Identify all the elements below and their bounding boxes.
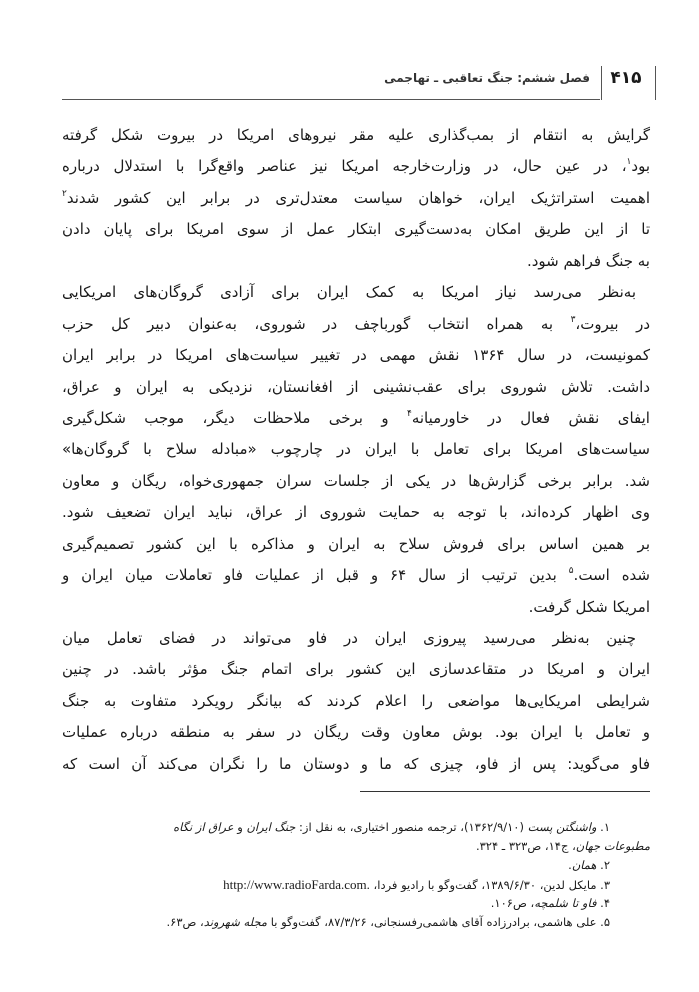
footnote-title: همان: [571, 858, 597, 872]
footnote-title: واشنگتن پست: [527, 820, 597, 834]
text-line: [62, 623, 650, 654]
footnote-text: ، ج۱۴، ص۳۲۳ ـ ۳۲۴.: [475, 839, 576, 853]
text-line: [62, 686, 650, 717]
text-line: [62, 277, 650, 308]
footnote-text: ۲.: [596, 858, 610, 872]
text-segment: شرایطی امریکایی‌ها مواضعی را اعلام کردند که بیانگر رویکرد متفاوت به جنگ: [62, 691, 650, 710]
text-segment: ایران و امریکا در متقاعدسازی این کشور برای اتمام جنگ مؤثر باشد. در چنین: [62, 660, 650, 679]
footnote-url: http://www.radioFarda.com.: [223, 877, 370, 892]
text-line: [62, 592, 650, 623]
text-line: [62, 183, 650, 214]
footnote-text: (۱۳۶۲/۹/۱۰)، ترجمه منصور اختیاری، به نقل از:: [295, 820, 528, 834]
text-line: [62, 246, 650, 277]
text-segment: ، در عین حال، در وزارت‌خارجه امریکا نیز عناصر واقع‌گرا با استدلال درباره: [62, 157, 627, 176]
text-segment: شد. برابر برخی گزارش‌ها در یکی از جلسات سران جمهوری‌خواه، ریگان و معاون: [62, 471, 650, 490]
paragraph: [62, 120, 650, 277]
text-line: [62, 309, 650, 340]
text-segment: شده است.: [573, 566, 650, 585]
footnote-title: فاو تا شلمچه: [534, 896, 597, 910]
text-segment: ایفای نقش فعال در خاورمیانه: [411, 408, 650, 427]
footnote-title: عراق از نگاه: [173, 820, 234, 834]
text-segment: در بیروت،: [575, 314, 651, 333]
text-line: [62, 340, 650, 371]
text-segment: بود: [631, 157, 650, 176]
text-segment: گرایش به انتقام از بمب‌گذاری علیه مقر نیروهای امریکا در بیروت شکل گرفته: [62, 126, 650, 144]
text-segment: بدین ترتیب از سال ۶۴ و قبل از عملیات فاو تعاملات میان ایران و: [62, 566, 569, 585]
footnote-marker: ۴: [406, 408, 412, 419]
page-number: ۴۱۵: [610, 68, 642, 88]
footnote-title: مجله شهروند: [203, 915, 268, 929]
text-line: [62, 120, 650, 151]
footnote-text: ۵. علی هاشمی، برادرزاده آقای هاشمی‌رفسنجانی، ۸۷/۳/۲۶، گفت‌وگو با: [267, 915, 610, 929]
footnote-marker: ۱: [626, 157, 632, 168]
text-line: [62, 560, 650, 591]
text-line: [62, 403, 650, 434]
footnote-title: مطبوعات جهان: [575, 839, 650, 853]
text-segment: سیاست‌های امریکا برای تعامل با ایران در چارچوب «مبادله سلاح با گروگان‌ها»: [62, 440, 650, 459]
footnote-line: [62, 913, 650, 932]
text-line: [62, 466, 650, 497]
text-line: [62, 749, 650, 780]
footnote-line: [62, 856, 650, 875]
page-header: [62, 62, 656, 102]
text-line: [62, 214, 650, 245]
text-line: [62, 529, 650, 560]
footnote-rule: [360, 791, 650, 792]
text-line: [62, 434, 650, 465]
footnote-text: و: [233, 820, 247, 834]
footnote-title: جنگ ایران: [246, 820, 296, 834]
header-edge-bar: [655, 66, 656, 100]
footnote-line: [62, 837, 650, 856]
text-line: [62, 717, 650, 748]
text-segment: به همراه انتخاب گورباچف در شوروی، به‌عنوان دبیر کل حزب: [62, 314, 571, 333]
text-segment: وی اظهار کرده‌اند، با توجه به حمایت شوروی از عراق، نباید ایران تضعیف شود.: [62, 503, 650, 522]
text-segment: به‌نظر می‌رسد نیاز امریکا به کمک ایران برای آزادی گروگان‌های امریکایی: [62, 283, 636, 302]
footnote-marker: ۲: [62, 188, 67, 199]
paragraph: [62, 277, 650, 623]
paragraph: [62, 623, 650, 780]
text-segment: به جنگ فراهم شود.: [526, 251, 650, 270]
footnote-text: .: [568, 858, 572, 872]
text-segment: چنین به‌نظر می‌رسید پیروزی ایران در فاو می‌تواند در فضای تعامل میان: [62, 629, 636, 647]
footnote-text: ، ص۶۳.: [166, 915, 204, 929]
text-line: [62, 372, 650, 403]
footnote-line: [62, 875, 650, 894]
footnote-text: ۱.: [596, 820, 610, 834]
footnotes: [62, 818, 650, 932]
body-text: [62, 120, 650, 780]
text-line: [62, 151, 650, 182]
text-segment: امریکا شکل گرفت.: [528, 597, 650, 616]
footnote-line: [62, 894, 650, 913]
header-divider: [601, 66, 602, 100]
text-line: [62, 497, 650, 528]
running-title: فصل ششم: جنگ تعاقبی ـ تهاجمی: [384, 71, 590, 85]
text-segment: کمونیست، در سال ۱۳۶۴ نقش مهمی در تغییر سیاست‌های امریکا در برابر ایران: [62, 346, 650, 365]
text-segment: تا از این طریق امکان به‌دست‌گیری ابتکار عمل از سوی امریکا برای پایان دادن: [62, 220, 650, 239]
text-segment: فاو می‌گوید: پس از فاو، چیزی که ما و دوستان ما را نگران می‌کند آن است که: [62, 754, 650, 773]
text-segment: اهمیت استراتژیک ایران، خواهان سیاست معتدل‌تری در برابر این کشور شدند: [66, 188, 650, 207]
text-segment: داشت. تلاش شوروی برای عقب‌نشینی از افغانستان، نزدیکی به ایران و عراق،: [62, 377, 650, 396]
footnote-marker: ۳: [570, 314, 576, 325]
text-segment: و تعامل با ایران بود. بوش معاون وقت ریگان در سفر به منطقه درباره عملیات: [62, 723, 650, 742]
text-line: [62, 654, 650, 685]
text-segment: و برخی ملاحظات دیگر، موجب شکل‌گیری: [62, 408, 407, 427]
footnote-text: ۳. مایکل لدین، ۱۳۸۹/۶/۳۰، گفت‌وگو با رادیو فردا،: [369, 878, 610, 892]
footnote-line: [62, 818, 650, 837]
footnote-marker: ۵: [568, 566, 574, 577]
text-segment: بر همین اساس برای فروش سلاح به ایران و مذاکره با این کشور تصمیم‌گیری: [62, 534, 650, 553]
footnote-text: ، ص۱۰۶.: [490, 896, 535, 910]
header-rule: [62, 99, 600, 100]
footnote-text: ۴.: [596, 896, 610, 910]
